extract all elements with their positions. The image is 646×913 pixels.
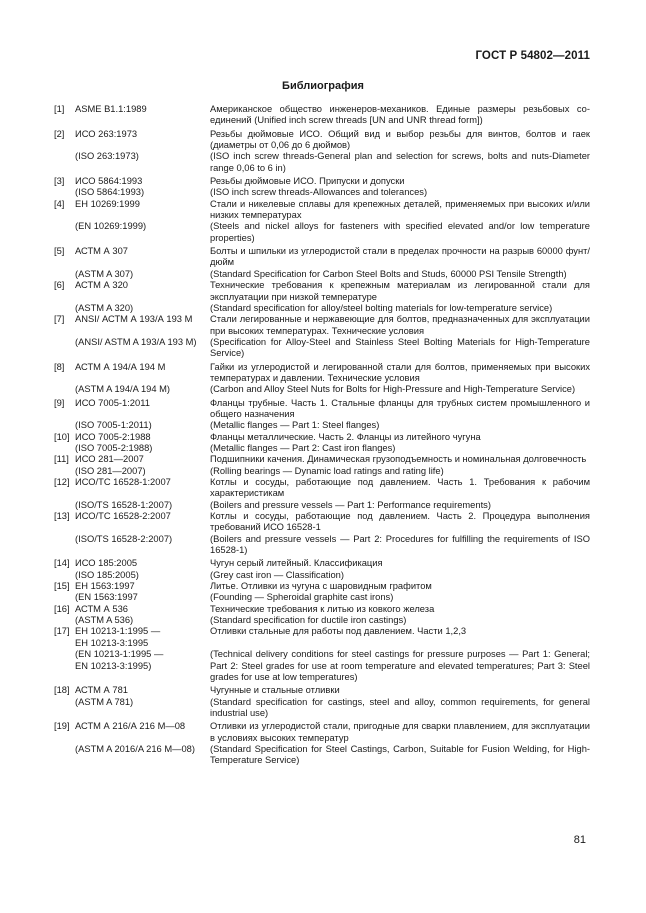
entry-description: (Steels and nickel alloys for fasteners with specified elevated and/or low temperature properties)	[210, 221, 590, 243]
entry-code: (ASTM A 536)	[75, 615, 134, 626]
entry-description: (Founding — Spheroidal graphite cast irons)	[210, 592, 394, 603]
entry-description: Котлы и сосуды, работающие под давлением. Часть 1. Требования к рабочим характеристикам	[210, 477, 590, 499]
bibliography-entry	[54, 534, 590, 557]
bibliography-entry	[54, 384, 590, 395]
entry-number: [11]	[54, 454, 69, 465]
entry-number: [12]	[54, 477, 70, 487]
entry-description: Фланцы трубные. Часть 1. Стальные фланцы для трубных систем промышленного и общего назначения	[210, 397, 590, 419]
bibliography-entry	[54, 615, 590, 626]
entry-description: Гайки из углеродистой и легированной стали для болтов, применяемых при высоких температурах и давлении. Технические условия	[210, 361, 590, 383]
entry-description: Фланцы металлические. Часть 2. Фланцы из литейного чугуна	[210, 431, 481, 442]
bibliography-entry	[54, 454, 590, 465]
bibliography-entry	[54, 337, 590, 360]
entry-description: (Metallic flanges — Part 2: Cast iron flanges)	[210, 442, 396, 453]
entry-code: (ISO 263:1973)	[75, 151, 139, 162]
bibliography-list	[54, 104, 590, 767]
bibliography-entry	[54, 477, 590, 500]
bibliography-entry	[54, 199, 590, 222]
bibliography-entry	[54, 511, 590, 534]
entry-description: (Rolling bearings — Dynamic load ratings and rating life)	[210, 465, 444, 476]
bibliography-entry	[54, 558, 590, 569]
entry-number: [13]	[54, 511, 70, 522]
entry-number: [17]	[54, 626, 70, 637]
entry-description: (Standard Specification for Carbon Steel Bolts and Studs, 60000 PSI Tensile Strength)	[210, 268, 567, 279]
entry-code: EH 10213-1:1995 — EH 10213-3:1995	[75, 626, 161, 648]
bibliography-entry	[54, 604, 590, 615]
entry-code: (ASTM A 307)	[75, 268, 134, 279]
entry-description: Стали и никелевые сплавы для крепежных деталей, применяемых при высоких и/или низких температурах	[210, 198, 590, 221]
entry-description: Чугунные и стальные отливки	[210, 685, 340, 696]
entry-code: (ANSI/ ASTM A 193/A 193 M)	[75, 336, 197, 347]
entry-description: Американское общество инженеров-механиков. Единые размеры резьбовых соединений (Unified inch screw threads [UN and UNR thread form])	[210, 104, 590, 126]
entry-code: ИСО 281—2007	[75, 454, 144, 465]
entry-number: [10]	[54, 431, 70, 442]
page-number: 81	[573, 834, 586, 846]
entry-code: (EN 1563:1997	[75, 592, 138, 603]
entry-description: (Specification for Alloy-Steel and Stainless Steel Bolting Materials for High-Temperature Service)	[210, 336, 590, 359]
entry-code: АСТМ А 307	[75, 246, 128, 257]
entry-number: [15]	[54, 581, 70, 592]
entry-code: EH 1563:1997	[75, 581, 135, 592]
entry-description: (ISO inch screw threads-General plan and selection for screws, bolts and nuts-Diameter range 0,06 to 6 in)	[210, 151, 590, 173]
entry-number: [7]	[54, 314, 65, 325]
entry-description: (ISO inch screw threads-Allowances and tolerances)	[210, 187, 428, 198]
bibliography-entry	[54, 581, 590, 592]
entry-number: [6]	[54, 280, 65, 291]
entry-description: (Standard specification for alloy/steel bolting materials for low-temperature service)	[210, 302, 553, 313]
entry-code: АСТМ А 194/А 194 М	[75, 361, 166, 372]
entry-description: Болты и шпильки из углеродистой стали в пределах прочности на разрыв 60000 фунт/дюйм	[210, 246, 590, 268]
entry-number: [8]	[54, 361, 65, 372]
entry-code: (ASTM A 2016/A 216 M—08)	[75, 743, 195, 754]
entry-description: Стали легированные и нержавеющие для болтов, предназначенных для эксплуатации при высоких температурах. Технические условия	[210, 314, 590, 336]
entry-description: (Standard specification for castings, steel and alloy, common requirements, for general industrial use)	[210, 696, 590, 718]
entry-code: АСТМ А 216/А 216 М—08	[75, 721, 186, 732]
bibliography-entry	[54, 466, 590, 477]
entry-number: [4]	[54, 198, 65, 209]
entry-description: Технические требования к крепежным материалам из легированной стали для эксплуатации при низкой температуре	[210, 280, 590, 302]
entry-code: (ASTM A 781)	[75, 696, 134, 707]
entry-code: (ISO 185:2005)	[75, 569, 139, 580]
entry-code: АСТМ А 320	[75, 280, 128, 291]
entry-description: (Standard specification for ductile iron castings)	[210, 615, 407, 626]
bibliography-entry	[54, 626, 590, 649]
bibliography-entry	[54, 697, 590, 720]
entry-code: (ISO/TS 16528-2:2007)	[75, 533, 173, 544]
bibliography-entry	[54, 269, 590, 280]
bibliography-entry	[54, 221, 590, 244]
entry-code: (EN 10213-1:1995 — EN 10213-3:1995)	[75, 649, 164, 671]
entry-description: Подшипники качения. Динамическая грузоподъемность и номинальная долговечность	[210, 454, 587, 465]
entry-code: ИСО/ТС 16528-2:2007	[75, 511, 171, 522]
entry-number: [2]	[54, 128, 65, 139]
entry-code: (ISO/TS 16528-1:2007)	[75, 499, 173, 510]
entry-description: (Boilers and pressure vessels — Part 1: Performance requirements)	[210, 499, 491, 510]
bibliography-entry	[54, 721, 590, 744]
entry-number: [1]	[54, 104, 65, 114]
entry-code: ANSI/ АСТМ А 193/А 193 М	[75, 314, 193, 325]
bibliography-entry	[54, 176, 590, 187]
entry-code: (ISO 7005-1:2011)	[75, 420, 152, 431]
bibliography-entry	[54, 432, 590, 443]
bibliography-entry	[54, 592, 590, 603]
bibliography-entry	[54, 500, 590, 511]
entry-code: ИСО 5864:1993	[75, 176, 143, 187]
entry-code: АСТМ А 781	[75, 685, 128, 696]
entry-code: ИСО/ТС 16528-1:2007	[75, 477, 171, 487]
entry-number: [16]	[54, 603, 70, 614]
entry-code: (ISO 5864:1993)	[75, 187, 145, 198]
bibliography-entry	[54, 246, 590, 269]
entry-code: (ISO 7005-2:1988)	[75, 442, 153, 453]
entry-description: Отливки из углеродистой стали, пригодные для сварки плавлением, для эксплуатации в условиях высоких температур	[210, 721, 590, 743]
entry-description: Чугун серый литейный. Классификация	[210, 558, 383, 569]
bibliography-entry	[54, 303, 590, 314]
entry-number: [9]	[54, 397, 65, 408]
entry-description: (Standard Specification for Steel Castings, Carbon, Suitable for Fusion Welding, for High-Temperature Service)	[210, 743, 590, 766]
bibliography-entry	[54, 129, 590, 152]
bibliography-entry	[54, 443, 590, 454]
entry-description: Литье. Отливки из чугуна с шаровидным графитом	[210, 581, 432, 592]
bibliography-entry	[54, 187, 590, 198]
entry-code: (EN 10269:1999)	[75, 221, 147, 232]
standard-id: ГОСТ Р 54802—2011	[475, 50, 590, 62]
entry-code: ИСО 7005-2:1988	[75, 431, 151, 442]
entry-number: [19]	[54, 721, 70, 732]
bibliography-entry	[54, 314, 590, 337]
entry-description: (Grey cast iron — Classification)	[210, 569, 344, 580]
entry-code: ИСО 263:1973	[75, 128, 138, 139]
entry-description: Резьбы дюймовые ИСО. Припуски и допуски	[210, 176, 405, 187]
bibliography-entry	[54, 151, 590, 174]
entry-description: Котлы и сосуды, работающие под давлением. Часть 2. Процедура выполнения требований ИСО 16528-1	[210, 511, 590, 533]
entry-number: [5]	[54, 246, 65, 257]
bibliography-entry	[54, 570, 590, 581]
entry-code: (ASTM A 194/A 194 M)	[75, 384, 171, 395]
entry-code: ASME B1.1:1989	[75, 104, 147, 114]
entry-code: ИСО 185:2005	[75, 558, 138, 569]
entry-code: АСТМ А 536	[75, 603, 128, 614]
bibliography-entry	[54, 649, 590, 683]
entry-number: [3]	[54, 176, 65, 187]
entry-code: (ISO 281—2007)	[75, 465, 146, 476]
section-title: Библиография	[282, 80, 364, 92]
entry-description: (Boilers and pressure vessels — Part 2: Procedures for fulfilling the requirements of ISO 16528-1)	[210, 533, 590, 556]
entry-code: (ASTM A 320)	[75, 302, 134, 313]
bibliography-entry	[54, 744, 590, 767]
bibliography-entry	[54, 685, 590, 696]
bibliography-entry	[54, 104, 590, 127]
entry-code: EH 10269:1999	[75, 198, 140, 209]
bibliography-entry	[54, 362, 590, 385]
entry-description: Технические требования к литью из ковкого железа	[210, 603, 435, 614]
entry-description: Отливки стальные для работы под давлением. Части 1,2,3	[210, 626, 467, 637]
entry-number: [14]	[54, 558, 70, 569]
entry-number: [18]	[54, 685, 70, 696]
bibliography-entry	[54, 398, 590, 421]
bibliography-entry	[54, 420, 590, 431]
entry-code: ИСО 7005-1:2011	[75, 397, 150, 408]
entry-description: (Technical delivery conditions for steel castings for pressure purposes — Part 1: General; Part 2: Steel grades for use at room temperature and elevated temperatures; Part 3: Steel grades for use at low temperatures)	[210, 649, 590, 682]
entry-description: Резьбы дюймовые ИСО. Общий вид и выбор резьбы для винтов, болтов и гаек (диаметры от 0,06 до 6 дюймов)	[210, 128, 590, 151]
entry-description: (Metallic flanges — Part 1: Steel flanges)	[210, 420, 380, 431]
bibliography-entry	[54, 280, 590, 303]
entry-description: (Carbon and Alloy Steel Nuts for Bolts for High-Pressure and High-Temperature Service)	[210, 384, 576, 395]
